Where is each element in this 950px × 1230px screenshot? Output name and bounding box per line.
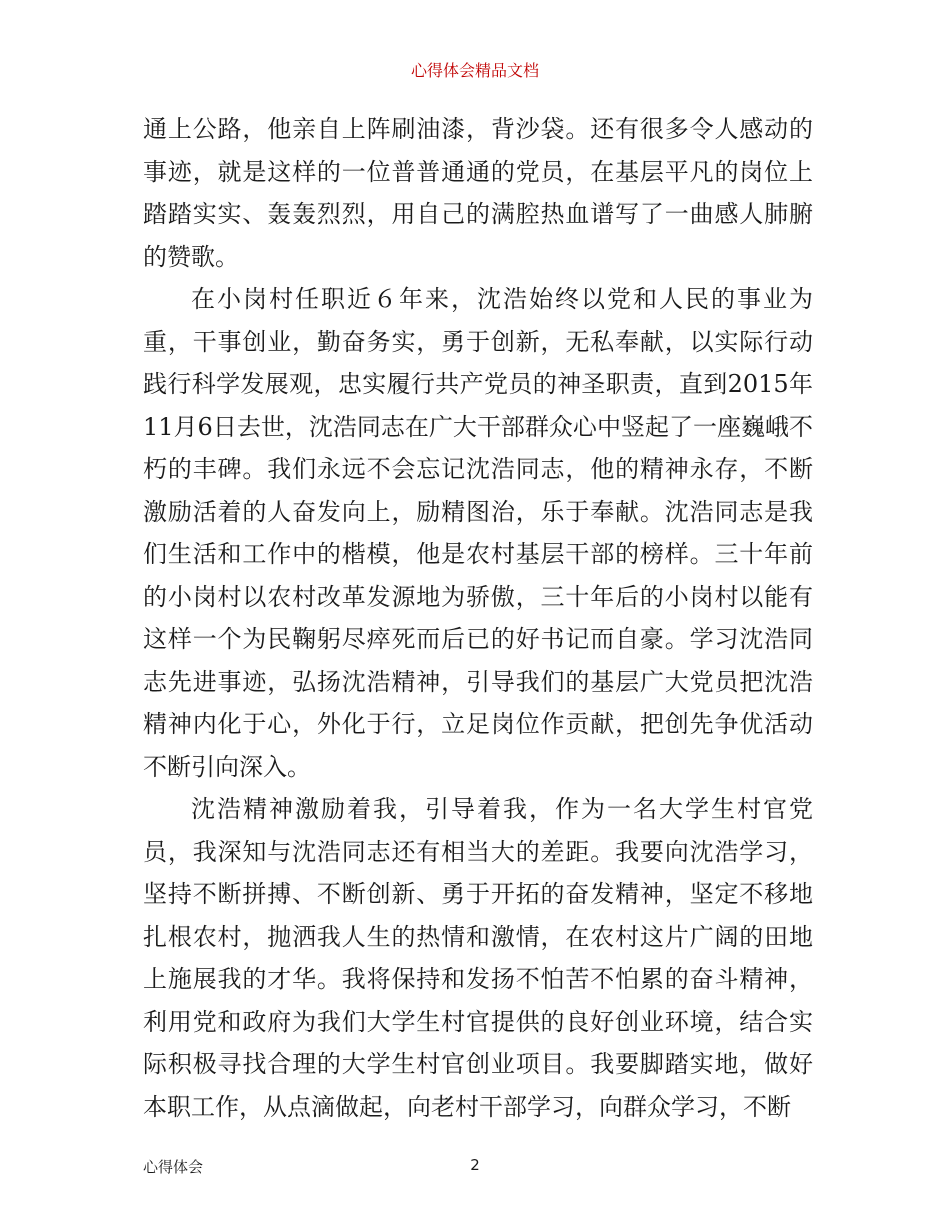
paragraph-1: 通上公路，他亲自上阵刷油漆，背沙袋。还有很多令人感动的事迹，就是这样的一位普普通通的党员，在基层平凡的岗位上踏踏实实、轰轰烈烈，用自己的满腔热血谱写了一曲感人肺腑的赞歌。: [143, 115, 813, 271]
document-body: [143, 108, 813, 1128]
paragraph-2: 在小岗村任职近６年来，沈浩始终以党和人民的事业为重，干事创业，勤奋务实，勇于创新，无私奉献，以实际行动践行科学发展观，忠实履行共产党员的神圣职责，直到2015年11月6日去世，沈浩同志在广大干部群众心中竖起了一座巍峨不朽的丰碑。我们永远不会忘记沈浩同志，他的精神永存，不断激励活着的人奋发向上，励精图治，乐于奉献。沈浩同志是我们生活和工作中的楷模，他是农村基层干部的榜样。三十年前的小岗村以农村改革发源地为骄傲，三十年后的小岗村以能有这样一个为民鞠躬尽瘁死而后已的好书记而自豪。学习沈浩同志先进事迹，弘扬沈浩精神，引导我们的基层广大党员把沈浩精神内化于心，外化于行，立足岗位作贡献，把创先争优活动不断引向深入。: [143, 285, 813, 781]
paragraph-3: 沈浩精神激励着我，引导着我，作为一名大学生村官党员，我深知与沈浩同志还有相当大的差距。我要向沈浩学习，坚持不断拼搏、不断创新、勇于开拓的奋发精神，坚定不移地扎根农村，抛洒我人生的热情和激情，在农村这片广阔的田地上施展我的才华。我将保持和发扬不怕苦不怕累的奋斗精神，利用党和政府为我们大学生村官提供的良好创业环境，结合实际积极寻找合理的大学生村官创业项目。我要脚踏实地，做好本职工作，从点滴做起，向老村干部学习，向群众学习，不断: [143, 795, 813, 1121]
page-footer-label: 心得体会: [143, 1158, 204, 1176]
page-number: 2: [470, 1156, 480, 1174]
page-header-title: 心得体会精品文档: [410, 61, 539, 80]
